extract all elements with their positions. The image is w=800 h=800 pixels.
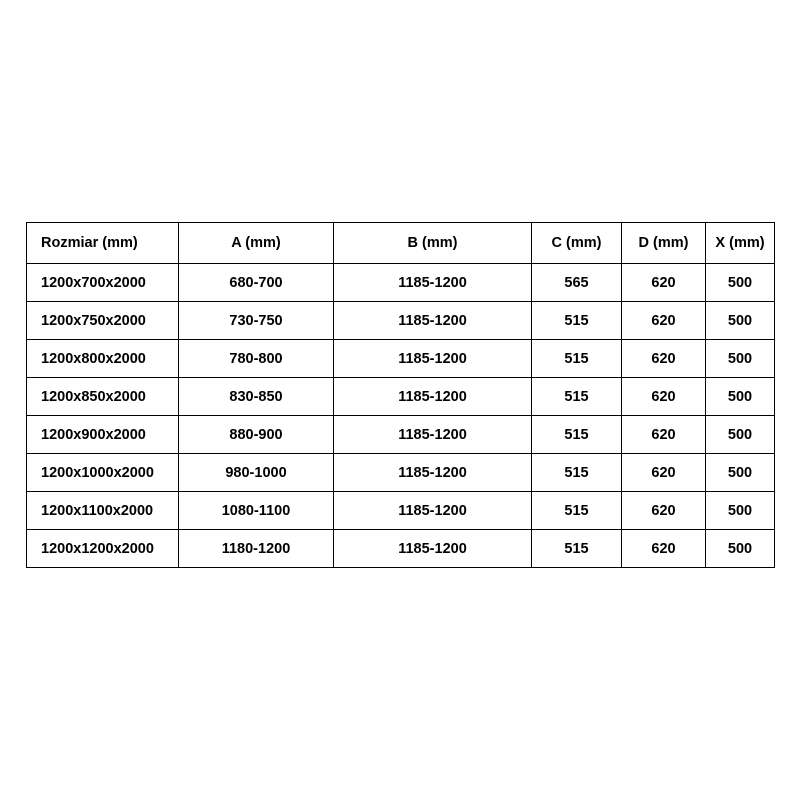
cell-size: 1200x700x2000 xyxy=(27,264,179,302)
cell-size: 1200x850x2000 xyxy=(27,378,179,416)
cell-size: 1200x1000x2000 xyxy=(27,454,179,492)
cell-c: 515 xyxy=(532,302,622,340)
cell-c: 515 xyxy=(532,454,622,492)
cell-b: 1185-1200 xyxy=(334,492,532,530)
cell-x: 500 xyxy=(706,340,775,378)
cell-size: 1200x750x2000 xyxy=(27,302,179,340)
cell-a: 780-800 xyxy=(179,340,334,378)
table-row xyxy=(27,264,775,302)
cell-size: 1200x800x2000 xyxy=(27,340,179,378)
table-row xyxy=(27,378,775,416)
spec-table-container xyxy=(26,222,774,568)
cell-x: 500 xyxy=(706,416,775,454)
table-header-row xyxy=(27,223,775,264)
cell-b: 1185-1200 xyxy=(334,416,532,454)
table-body xyxy=(27,264,775,568)
cell-x: 500 xyxy=(706,454,775,492)
cell-c: 565 xyxy=(532,264,622,302)
cell-a: 730-750 xyxy=(179,302,334,340)
cell-c: 515 xyxy=(532,416,622,454)
cell-b: 1185-1200 xyxy=(334,454,532,492)
cell-d: 620 xyxy=(622,454,706,492)
column-header-b: B (mm) xyxy=(334,223,532,264)
cell-c: 515 xyxy=(532,340,622,378)
cell-x: 500 xyxy=(706,302,775,340)
table-header xyxy=(27,223,775,264)
cell-c: 515 xyxy=(532,378,622,416)
table-row xyxy=(27,302,775,340)
column-header-x: X (mm) xyxy=(706,223,775,264)
cell-a: 880-900 xyxy=(179,416,334,454)
cell-size: 1200x1200x2000 xyxy=(27,530,179,568)
column-header-a: A (mm) xyxy=(179,223,334,264)
cell-a: 1080-1100 xyxy=(179,492,334,530)
cell-d: 620 xyxy=(622,416,706,454)
cell-d: 620 xyxy=(622,340,706,378)
cell-x: 500 xyxy=(706,264,775,302)
cell-a: 980-1000 xyxy=(179,454,334,492)
cell-c: 515 xyxy=(532,492,622,530)
column-header-d: D (mm) xyxy=(622,223,706,264)
cell-a: 680-700 xyxy=(179,264,334,302)
cell-d: 620 xyxy=(622,378,706,416)
table-row xyxy=(27,454,775,492)
cell-d: 620 xyxy=(622,264,706,302)
cell-b: 1185-1200 xyxy=(334,302,532,340)
cell-d: 620 xyxy=(622,492,706,530)
cell-x: 500 xyxy=(706,378,775,416)
cell-b: 1185-1200 xyxy=(334,340,532,378)
cell-d: 620 xyxy=(622,530,706,568)
column-header-c: C (mm) xyxy=(532,223,622,264)
cell-x: 500 xyxy=(706,492,775,530)
cell-c: 515 xyxy=(532,530,622,568)
cell-x: 500 xyxy=(706,530,775,568)
cell-d: 620 xyxy=(622,302,706,340)
table-row xyxy=(27,416,775,454)
cell-b: 1185-1200 xyxy=(334,264,532,302)
cell-b: 1185-1200 xyxy=(334,530,532,568)
table-row xyxy=(27,340,775,378)
table-row xyxy=(27,492,775,530)
cell-a: 830-850 xyxy=(179,378,334,416)
cell-a: 1180-1200 xyxy=(179,530,334,568)
size-specification-table xyxy=(26,222,775,568)
cell-b: 1185-1200 xyxy=(334,378,532,416)
cell-size: 1200x900x2000 xyxy=(27,416,179,454)
column-header-rozmiar: Rozmiar (mm) xyxy=(27,223,179,264)
table-row xyxy=(27,530,775,568)
cell-size: 1200x1100x2000 xyxy=(27,492,179,530)
